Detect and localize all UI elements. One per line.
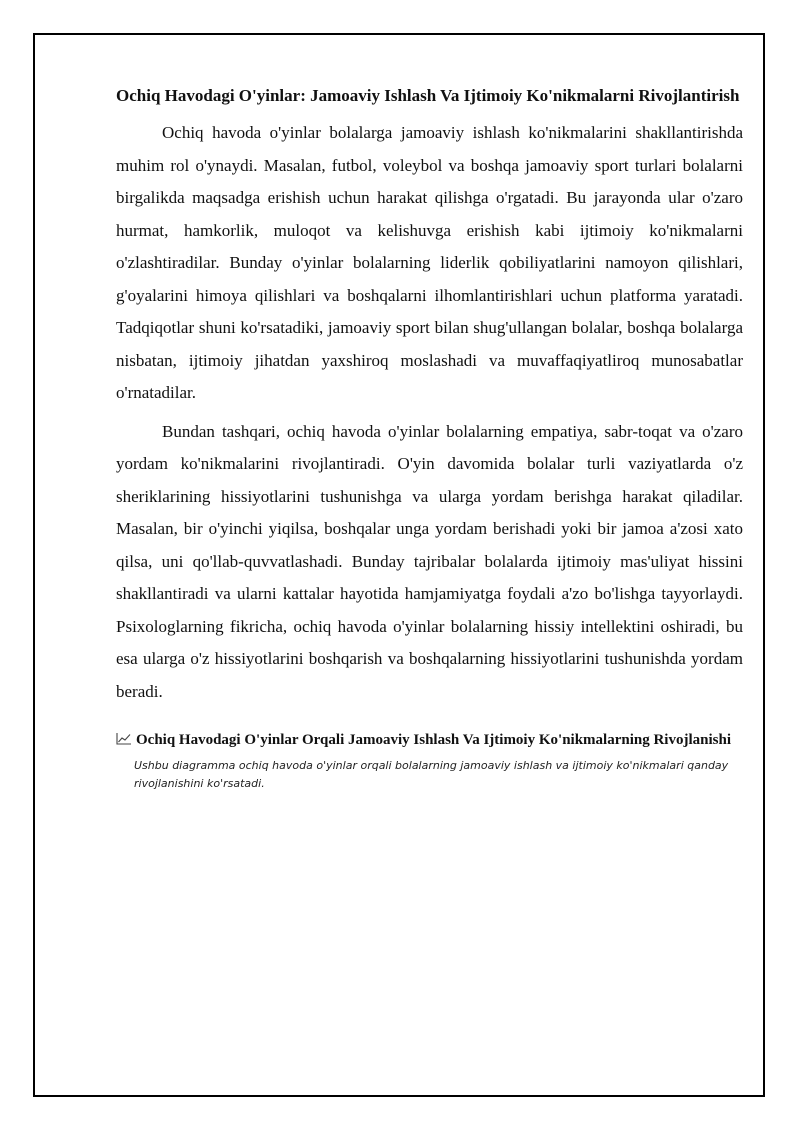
document-title: Ochiq Havodagi O'yinlar: Jamoaviy Ishlash Va Ijtimoiy Ko'nikmalarni Rivojlantirish (116, 86, 740, 105)
chart-description: Ushbu diagramma ochiq havoda o'yinlar orqali bolalarning jamoaviy ishlash va ijtimoiy ko'nikmalari qanday rivojlanishini ko'rsatadi. (134, 759, 729, 790)
chart-section-heading (116, 730, 743, 751)
paragraph-2: Bundan tashqari, ochiq havoda o'yinlar bolalarning empatiya, sabr-toqat va o'zaro yordam ko'nikmalarini rivojlantiradi. O'yin davomida bolalar turli vaziyatlarda o'z sheriklarining hissiyotlarini tushunishga va ularga yordam berishga harakat qiladilar. Masalan, bir o'yinchi yiqilsa, boshqalar unga yordam berishadi yoki bir jamoa a'zosi xato qilsa, uni qo'llab-quvvatlashadi. Bunday tajribalar bolalarda ijtimoiy mas'uliyat hissini shakllantiradi va ularni kattalar hayotida hamjamiyatga foydali a'zo bo'lishga tayyorlaydi. Psixologlarning fikricha, ochiq havoda o'yinlar bolalarning hissiy intellektini oshiradi, bu esa ularga o'z hissiyotlarini boshqarish va boshqalarning hissiyotlarini tushunishda yordam beradi. (116, 421, 743, 701)
paragraph-1: Ochiq havoda o'yinlar bolalarga jamoaviy ishlash ko'nikmalarini shakllantirishda muhim rol o'ynaydi. Masalan, futbol, voleybol va boshqa jamoaviy sport turlari bolalarni birgalikda maqsadga erishish uchun harakat qilishga o'rgatadi. Bu jarayonda ular o'zaro hurmat, hamkorlik, muloqot va kelishuvga erishish kabi ijtimoiy ko'nikmalarni o'zlashtiradilar. Bunday o'yinlar bolalarning liderlik qobiliyatlarini namoyon qilishlari, g'oyalarini himoya qilishlari va boshqalarni ilhomlantirishlari uchun platforma yaratadi. Tadqiqotlar shuni ko'rsatadiki, jamoaviy sport bilan shug'ullangan bolalar, boshqa bolalarga nisbatan, ijtimoiy jihatdan yaxshiroq moslashadi va muvaffaqiyatliroq munosabatlar o'rnatadilar. (116, 123, 743, 402)
line-chart-icon (116, 732, 132, 745)
document-body (116, 84, 743, 793)
chart-section-title: Ochiq Havodagi O'yinlar Orqali Jamoaviy Ishlash Va Ijtimoiy Ko'nikmalarning Rivojlanishi (136, 732, 731, 748)
